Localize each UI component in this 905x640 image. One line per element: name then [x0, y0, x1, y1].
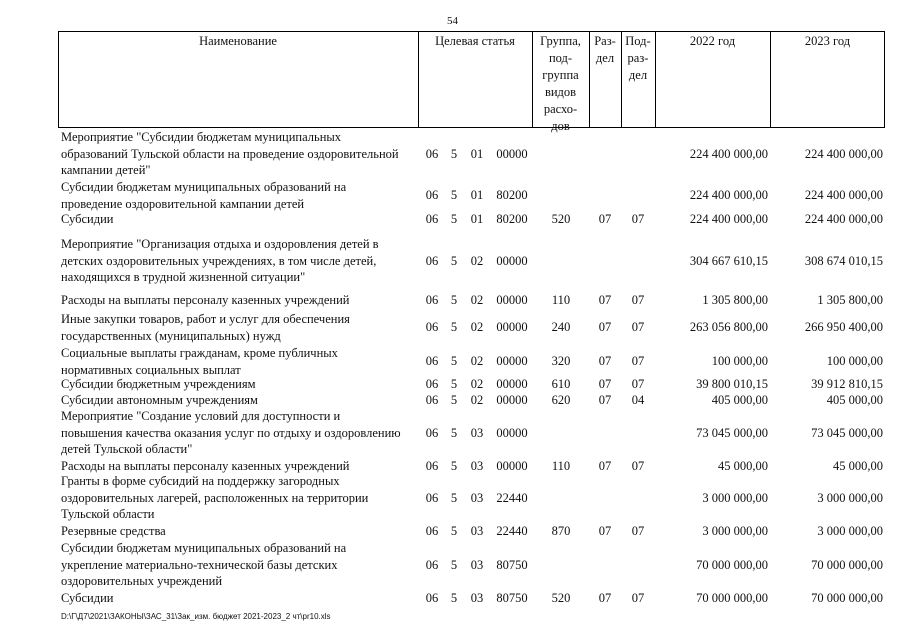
- group-code: 870: [551, 524, 571, 538]
- amount-2023: 70 000 000,00: [811, 557, 883, 572]
- amount-2022: 73 045 000,00: [696, 425, 768, 440]
- code-c: 03: [470, 557, 484, 572]
- row-name: Субсидии автономным учреждениям: [61, 393, 258, 407]
- section-code: 07: [598, 459, 612, 473]
- amount-2023: 45 000,00: [833, 459, 883, 473]
- subsection-code: 07: [631, 591, 645, 605]
- amount-2023: 1 305 800,00: [817, 293, 883, 307]
- code-a: 06: [425, 354, 439, 369]
- amount-2022: 304 667 610,15: [689, 253, 768, 268]
- code-d: 80750: [496, 557, 528, 572]
- section-code: 07: [598, 393, 612, 407]
- code-b: 5: [450, 146, 458, 161]
- code-c: 03: [470, 591, 484, 605]
- amount-2022: 70 000 000,00: [696, 557, 768, 572]
- code-b: 5: [450, 490, 458, 505]
- code-c: 01: [470, 212, 484, 226]
- subsection-code: 07: [631, 377, 645, 391]
- code-d: 00000: [496, 253, 528, 268]
- row-name: Мероприятие "Организация отдыха и оздоровления детей в детских оздоровительных учреждениях, в том числе детей, находящихся в трудной жизненной ситуации": [61, 237, 379, 284]
- code-d: 00000: [496, 354, 528, 369]
- code-b: 5: [450, 557, 458, 572]
- group-code: 110: [551, 293, 571, 307]
- section-code: 07: [598, 293, 612, 307]
- code-a: 06: [425, 377, 439, 391]
- code-a: 06: [425, 320, 439, 335]
- section-code: 07: [598, 377, 612, 391]
- group-code: 240: [551, 320, 571, 335]
- code-d: 00000: [496, 459, 528, 473]
- row-name: Гранты в форме субсидий на поддержку загородных оздоровительных лагерей, расположенных на территории Тульской области: [61, 474, 369, 521]
- code-b: 5: [450, 393, 458, 407]
- row-name: Субсидии бюджетам муниципальных образований на укрепление материально-технической базы детских оздоровительных учреждений: [61, 541, 347, 588]
- code-b: 5: [450, 212, 458, 226]
- page-number: 54: [447, 15, 458, 27]
- code-b: 5: [450, 524, 458, 538]
- code-b: 5: [450, 188, 458, 203]
- amount-2023: 73 045 000,00: [811, 425, 883, 440]
- code-a: 06: [425, 293, 439, 307]
- code-a: 06: [425, 557, 439, 572]
- code-a: 06: [425, 146, 439, 161]
- code-c: 02: [470, 377, 484, 391]
- code-b: 5: [450, 591, 458, 605]
- code-b: 5: [450, 320, 458, 335]
- amount-2022: 3 000 000,00: [702, 490, 768, 505]
- code-b: 5: [450, 253, 458, 268]
- amount-2023: 405 000,00: [826, 393, 883, 407]
- code-d: 00000: [496, 393, 528, 407]
- code-c: 02: [470, 293, 484, 307]
- amount-2023: 3 000 000,00: [817, 490, 883, 505]
- group-code: 520: [551, 591, 571, 605]
- section-code: 07: [598, 524, 612, 538]
- amount-2023: 224 400 000,00: [804, 188, 883, 203]
- section-code: 07: [598, 354, 612, 369]
- code-c: 01: [470, 188, 484, 203]
- section-code: 07: [598, 320, 612, 335]
- amount-2023: 266 950 400,00: [804, 320, 883, 335]
- row-name: Мероприятие "Субсидии бюджетам муниципальных образований Тульской области на проведение оздоровительной кампании детей": [61, 130, 399, 177]
- header-subsection: Под- раз- дел: [625, 34, 651, 82]
- header-section: Раз- дел: [594, 34, 616, 65]
- code-c: 03: [470, 490, 484, 505]
- header-name: Наименование: [199, 34, 277, 48]
- code-a: 06: [425, 253, 439, 268]
- header-target: Целевая статья: [435, 34, 515, 48]
- amount-2022: 39 800 010,15: [696, 377, 768, 391]
- group-code: 520: [551, 212, 571, 226]
- code-c: 02: [470, 393, 484, 407]
- amount-2023: 308 674 010,15: [804, 253, 883, 268]
- code-a: 06: [425, 188, 439, 203]
- code-d: 00000: [496, 320, 528, 335]
- code-d: 80200: [496, 212, 528, 226]
- code-d: 80200: [496, 188, 528, 203]
- amount-2022: 263 056 800,00: [689, 320, 768, 335]
- code-a: 06: [425, 393, 439, 407]
- group-code: 620: [551, 393, 571, 407]
- code-a: 06: [425, 425, 439, 440]
- code-d: 00000: [496, 377, 528, 391]
- code-d: 00000: [496, 425, 528, 440]
- amount-2022: 224 400 000,00: [689, 146, 768, 161]
- code-c: 03: [470, 524, 484, 538]
- code-c: 02: [470, 354, 484, 369]
- code-d: 00000: [496, 146, 528, 161]
- amount-2022: 224 400 000,00: [689, 188, 768, 203]
- code-c: 03: [470, 425, 484, 440]
- group-code: 320: [551, 354, 571, 369]
- row-name: Субсидии бюджетным учреждениям: [61, 377, 256, 391]
- subsection-code: 07: [631, 212, 645, 226]
- code-a: 06: [425, 524, 439, 538]
- section-code: 07: [598, 591, 612, 605]
- subsection-code: 07: [631, 320, 645, 335]
- header-2023: 2023 год: [804, 34, 851, 48]
- row-name: Расходы на выплаты персоналу казенных учреждений: [61, 293, 350, 307]
- code-d: 22440: [496, 490, 528, 505]
- amount-2022: 3 000 000,00: [702, 524, 768, 538]
- amount-2022: 70 000 000,00: [696, 591, 768, 605]
- code-c: 03: [470, 459, 484, 473]
- amount-2022: 405 000,00: [711, 393, 768, 407]
- code-d: 80750: [496, 591, 528, 605]
- subsection-code: 07: [631, 459, 645, 473]
- code-b: 5: [450, 293, 458, 307]
- code-b: 5: [450, 425, 458, 440]
- amount-2023: 3 000 000,00: [817, 524, 883, 538]
- amount-2023: 39 912 810,15: [811, 377, 883, 391]
- code-d: 00000: [496, 293, 528, 307]
- row-name: Субсидии: [61, 591, 114, 605]
- code-c: 02: [470, 320, 484, 335]
- amount-2022: 45 000,00: [718, 459, 768, 473]
- code-b: 5: [450, 377, 458, 391]
- row-name: Резервные средства: [61, 524, 166, 538]
- amount-2022: 100 000,00: [711, 354, 768, 369]
- code-b: 5: [450, 354, 458, 369]
- code-c: 01: [470, 146, 484, 161]
- code-a: 06: [425, 459, 439, 473]
- section-code: 07: [598, 212, 612, 226]
- subsection-code: 07: [631, 293, 645, 307]
- group-code: 110: [551, 459, 571, 473]
- amount-2022: 224 400 000,00: [689, 212, 768, 226]
- code-a: 06: [425, 212, 439, 226]
- row-name: Социальные выплаты гражданам, кроме публичных нормативных социальных выплат: [61, 346, 338, 377]
- amount-2023: 100 000,00: [826, 354, 883, 369]
- subsection-code: 07: [631, 524, 645, 538]
- row-name: Иные закупки товаров, работ и услуг для обеспечения государственных (муниципальных) нужд: [61, 312, 350, 343]
- row-name: Субсидии: [61, 212, 114, 226]
- header-group: Группа, под- группа видов расхо- дов: [540, 34, 581, 133]
- code-c: 02: [470, 253, 484, 268]
- amount-2023: 70 000 000,00: [811, 591, 883, 605]
- header-2022: 2022 год: [689, 34, 736, 48]
- subsection-code: 07: [631, 354, 645, 369]
- amount-2023: 224 400 000,00: [804, 212, 883, 226]
- code-d: 22440: [496, 524, 528, 538]
- amount-2022: 1 305 800,00: [702, 293, 768, 307]
- code-a: 06: [425, 490, 439, 505]
- amount-2023: 224 400 000,00: [804, 146, 883, 161]
- code-b: 5: [450, 459, 458, 473]
- group-code: 610: [551, 377, 571, 391]
- row-name: Мероприятие "Создание условий для доступности и повышения качества оказания услуг по отдыху и оздоровлению детей Тульской области": [61, 409, 401, 456]
- code-a: 06: [425, 591, 439, 605]
- file-path-footer: D:\Г\Д7\2021\ЗАКОНЫ\ЗАС_31\Зак_изм. бюджет 2021-2023_2 чт\pr10.xls: [61, 612, 331, 621]
- row-name: Расходы на выплаты персоналу казенных учреждений: [61, 459, 350, 473]
- row-name: Субсидии бюджетам муниципальных образований на проведение оздоровительной кампании детей: [61, 180, 347, 211]
- subsection-code: 04: [631, 393, 645, 407]
